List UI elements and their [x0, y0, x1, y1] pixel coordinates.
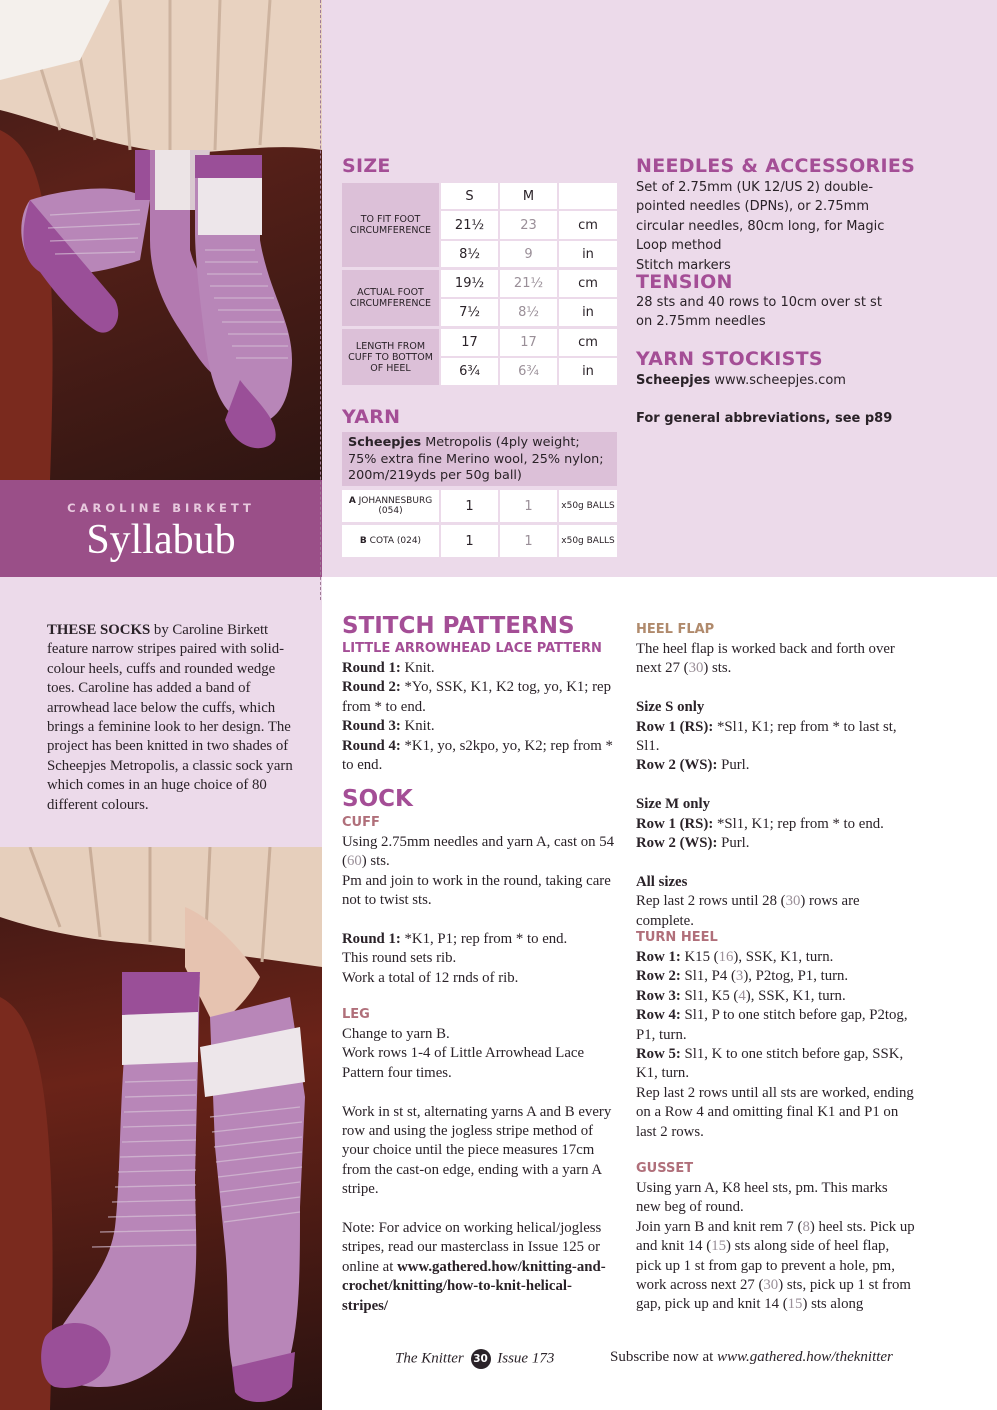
- subscribe-link[interactable]: www.gathered.how/theknitter: [717, 1349, 893, 1365]
- size-unit: in: [559, 358, 617, 385]
- abbreviations-note: For general abbreviations, see p89: [636, 411, 893, 426]
- size-cell: 8½: [500, 299, 557, 326]
- footer-subscribe: Subscribe now at www.gathered.how/theknitter: [610, 1349, 893, 1365]
- lace-pattern-text: Round 1: Knit. Round 2: *Yo, SSK, K1, K2 tog, yo, K1; rep from * to end. Round 3: Knit. Round 4: *K1, yo, s2kpo, yo, K2; rep from * to end.: [342, 660, 613, 774]
- stockists-text: Scheepjes www.scheepjes.com: [636, 373, 846, 388]
- size-unit: in: [559, 299, 617, 326]
- photo-socks-top: [0, 0, 322, 480]
- size-col-unit: [559, 183, 617, 209]
- yarn-cell: 1: [500, 490, 557, 522]
- intro-paragraph: [47, 621, 297, 815]
- yarn-heading: YARN: [342, 406, 401, 428]
- yarn-brand: Scheepjes: [348, 435, 422, 450]
- size-cell: 6¾: [500, 358, 557, 385]
- size-cell: 8½: [441, 241, 498, 267]
- yarn-cell: 1: [441, 525, 498, 557]
- size-cell: 23: [500, 211, 557, 239]
- size-cell: 9: [500, 241, 557, 267]
- gusset-heading: GUSSET: [636, 1161, 694, 1176]
- yarn-colour-b: B COTA (024): [342, 525, 439, 557]
- stockists-heading: YARN STOCKISTS: [636, 348, 823, 370]
- photo-socks-bottom: [0, 847, 322, 1410]
- yarn-unit: x50g BALLS: [559, 525, 617, 557]
- leg-heading: LEG: [342, 1007, 370, 1022]
- needles-text: Set of 2.75mm (UK 12/US 2) double-pointed needles (DPNs), or 2.75mm circular needles, 80cm long, for Magic Loop method Stitch markers: [636, 180, 885, 273]
- size-cell: 7½: [441, 299, 498, 326]
- turn-heel-text: Row 1: K15 (16), SSK, K1, turn. Row 2: Sl1, P4 (3), P2tog, P1, turn. Row 3: Sl1, K5 (4), SSK, K1, turn. Row 4: Sl1, P to one stitch before gap, P2tog, P1, turn. Row 5: Sl1, K to one stitch before gap, SSK, K1, turn. Rep last 2 rows until all sts are worked, ending on a Row 4 and omitting final K1 and P1 on last 2 rows.: [636, 949, 914, 1140]
- tension-text: 28 sts and 40 rows to 10cm over st st on 2.75mm needles: [636, 295, 882, 330]
- size-unit: in: [559, 241, 617, 267]
- size-row-label: ACTUAL FOOT CIRCUMFERENCE: [342, 270, 439, 326]
- stitch-patterns-heading: STITCH PATTERNS: [342, 613, 575, 639]
- size-cell: 21½: [500, 270, 557, 297]
- leg-text: Change to yarn B. Work rows 1-4 of Little Arrowhead Lace Pattern four times. Work in st st, alternating yarns A and B every row and using the jogless stripe method of your choice until the piece measures 17cm from the cast-on edge, ending with a yarn A stripe. Note: For advice on working helical/jogless stripes, read our masterclass in Issue 125 or online at www.gathered.how/knitting-and-crochet/knitting/how-to-knit-helical-stripes/: [342, 1026, 612, 1314]
- needles-heading: NEEDLES & ACCESSORIES: [636, 155, 916, 177]
- tension-heading: TENSION: [636, 271, 733, 293]
- size-cell: 17: [500, 329, 557, 356]
- size-cell: 17: [441, 329, 498, 356]
- size-row-label: LENGTH FROM CUFF TO BOTTOM OF HEEL: [342, 329, 439, 385]
- size-row-label: TO FIT FOOT CIRCUMFERENCE: [342, 183, 439, 267]
- size-cell: 6¾: [441, 358, 498, 385]
- pattern-title: Syllabub: [86, 517, 236, 563]
- heel-flap-heading: HEEL FLAP: [636, 622, 715, 637]
- stockists-url[interactable]: www.scheepjes.com: [714, 373, 846, 388]
- masterclass-link[interactable]: www.gathered.how/knitting-and-crochet/knitting/how-to-knit-helical-stripes/: [342, 1258, 606, 1314]
- designer-byline: CAROLINE BIRKETT: [67, 501, 255, 515]
- page-number: 30: [471, 1349, 491, 1369]
- heel-flap-text: The heel flap is worked back and forth over next 27 (30) sts. Size S only Row 1 (RS): *Sl1, K1; rep from * to last st, Sl1. Row 2 (WS): Purl. Size M only Row 1 (RS): *Sl1, K1; rep from * to end. Row 2 (WS): Purl. All sizes Rep last 2 rows until 28 (30) rows are complete.: [636, 641, 897, 929]
- yarn-unit: x50g BALLS: [559, 490, 617, 522]
- cuff-text: Using 2.75mm needles and yarn A, cast on 54 (60) sts. Pm and join to work in the round, taking care not to twist sts. Round 1: *K1, P1; rep from * to end. This round sets rib. Work a total of 12 rnds of rib.: [342, 834, 615, 986]
- lace-pattern-heading: LITTLE ARROWHEAD LACE PATTERN: [342, 641, 602, 656]
- size-cell: 21½: [441, 211, 498, 239]
- size-col-s: S: [441, 183, 498, 209]
- size-unit: cm: [559, 329, 617, 356]
- turn-heel-heading: TURN HEEL: [636, 930, 718, 945]
- cuff-heading: CUFF: [342, 815, 380, 830]
- intro-lead: THESE SOCKS: [47, 622, 151, 638]
- size-heading: SIZE: [342, 155, 391, 177]
- size-unit: cm: [559, 211, 617, 239]
- yarn-desc: Metropolis (4ply weight; 75% extra fine Merino wool, 25% nylon; 200m/219yds per 50g ball): [348, 435, 604, 483]
- size-cell: 19½: [441, 270, 498, 297]
- yarn-description: [342, 432, 617, 486]
- size-col-m: M: [500, 183, 557, 209]
- intro-text: by Caroline Birkett feature narrow stripes paired with solid-colour heels, cuffs and rounded wedge toes. Caroline has added a band of arrowhead lace below the cuffs, which brings a feminine look to her design. The project has been knitted in two shades of Scheepjes Metropolis, a classic sock yarn which comes in an huge choice of 80 different colours.: [47, 622, 293, 813]
- gusset-text: Using yarn A, K8 heel sts, pm. This marks new beg of round. Join yarn B and knit rem 7 (8) heel sts. Pick up and knit 14 (15) sts along side of heel flap, pick up 1 st from gap to prevent a hole, pm, work across next 27 (30) sts, pick up 1 st from gap, pick up and knit 14 (15) sts along: [636, 1180, 915, 1313]
- yarn-cell: 1: [500, 525, 557, 557]
- yarn-cell: 1: [441, 490, 498, 522]
- sock-heading: SOCK: [342, 786, 413, 812]
- size-unit: cm: [559, 270, 617, 297]
- footer-issue: The Knitter 30 Issue 173: [395, 1349, 554, 1369]
- stitch-divider: [320, 0, 324, 600]
- yarn-colour-a: A JOHANNESBURG (054): [342, 490, 439, 522]
